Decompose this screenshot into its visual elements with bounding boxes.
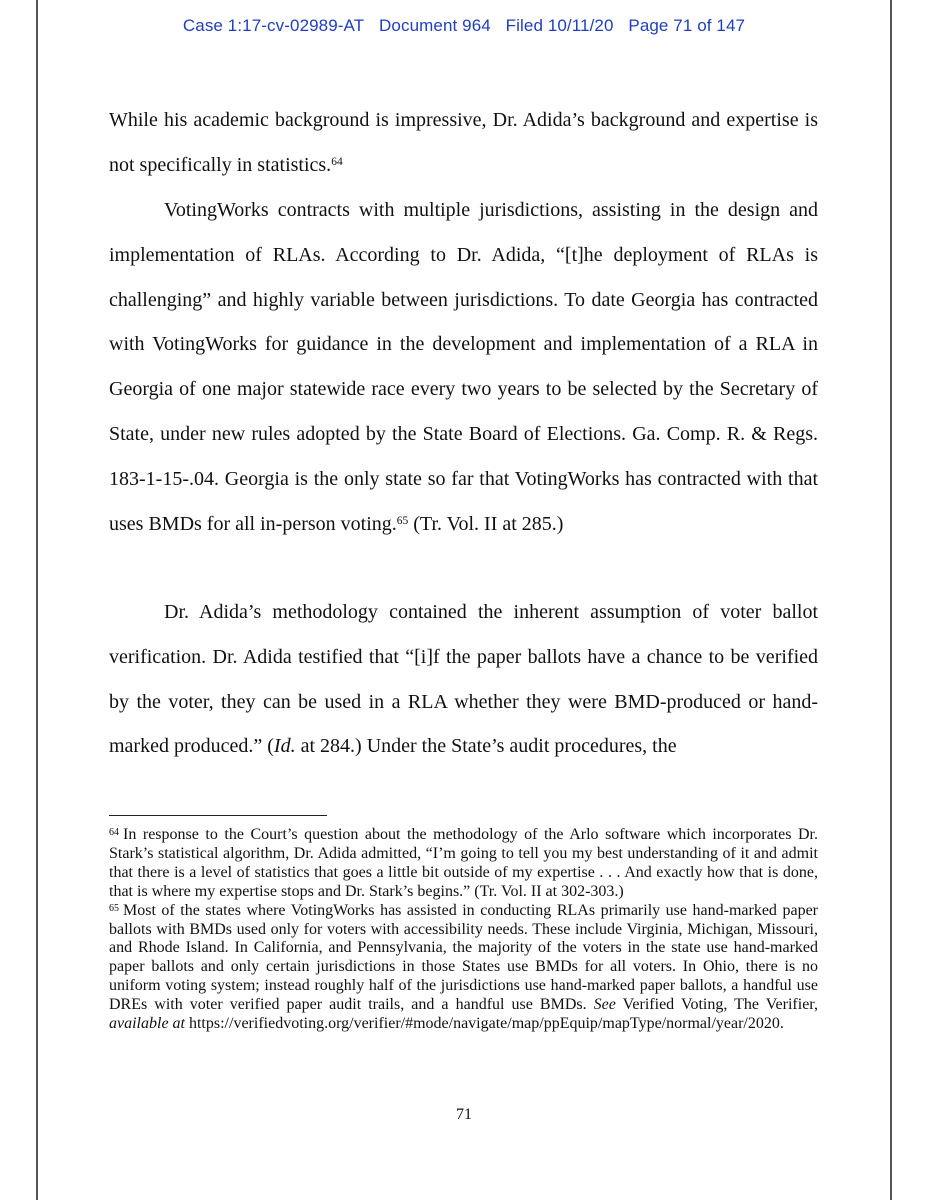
- page-number: 71: [456, 1106, 472, 1123]
- footnote-ref-65[interactable]: 65: [396, 514, 409, 527]
- page-of-total: Page 71 of 147: [628, 16, 746, 35]
- paragraph-1-text: While his academic background is impressive, Dr. Adida’s background and expertise is not specifically in statistics.: [109, 109, 818, 176]
- footnotes: [109, 826, 818, 1034]
- footnote-65: [109, 902, 818, 1034]
- footnote-65-text-a: Most of the states where VotingWorks has assisted in conducting RLAs primarily use hand-marked paper ballots with BMDs used only for voters with accessibility needs. These include Virginia, Michigan, Missouri, and Rhode Island. In California, and Pennsylvania, the majority of the voters in the state use hand-marked paper ballots and only certain jurisdictions in those States use BMDs for all voters. In Ohio, there is no uniform voting system; instead roughly half of the jurisdictions use hand-marked paper ballots, a handful use DREs with voter verified paper audit trails, and a handful use BMDs.: [109, 901, 818, 1014]
- page-right-edge: [890, 0, 892, 1200]
- footnote-65-text-b: Verified Voting, The Verifier,: [615, 996, 818, 1014]
- paragraph-2-citation: (Tr. Vol. II at 285.): [413, 512, 564, 535]
- footnote-ref-64[interactable]: 64: [331, 155, 343, 168]
- available-at: available at: [109, 1015, 185, 1033]
- paragraph-3-text-b: at 284.) Under the State’s audit procedures, the: [295, 735, 677, 758]
- paragraph-3: [109, 590, 818, 769]
- paragraph-3-text-a: Dr. Adida’s methodology contained the inherent assumption of voter ballot verification. Dr. Adida testified that “[i]f the paper ballots have a chance to be verified by the voter, they can be used in a RLA whether they were BMD-produced or hand-marked produced.” (: [109, 601, 818, 758]
- filed-date: Filed 10/11/20: [505, 16, 614, 35]
- see-signal: See: [593, 996, 616, 1014]
- document-number: Document 964: [379, 16, 491, 35]
- paragraph-2-text: VotingWorks contracts with multiple jurisdictions, assisting in the design and implementation of RLAs. According to Dr. Adida, “[t]he deployment of RLAs is challenging” and highly variable between jurisdictions. To date Georgia has contracted with VotingWorks for guidance in the development and implementation of a RLA in Georgia of one major statewide race every two years to be selected by the Secretary of State, under new rules adopted by the State Board of Elections. Ga. Comp. R. & Regs. 183-1-15-.04. Georgia is the only state so far that VotingWorks has contracted with that uses BMDs for all in-person voting.: [109, 199, 818, 535]
- footnote-65-number: 65: [109, 902, 119, 914]
- footnote-64-text: In response to the Court’s question about the methodology of the Arlo software which incorporates Dr. Stark’s statistical algorithm, Dr. Adida admitted, “I’m going to tell you my best understanding of it and admit that there is a level of statistics that goes a little bit outside of my expertise . . . And exactly how that is done, that is where my expertise stops and Dr. Stark’s begins.” (Tr. Vol. II at 302-303.): [109, 826, 818, 900]
- page-left-edge: [36, 0, 38, 1200]
- paragraph-1: [109, 98, 818, 188]
- court-filing-header: [38, 16, 890, 36]
- paragraph-2: [109, 188, 818, 546]
- case-number: Case 1:17-cv-02989-AT: [182, 16, 365, 35]
- footnote-separator: [109, 815, 327, 816]
- id-citation: Id.: [273, 735, 296, 758]
- footnote-64-number: 64: [109, 827, 119, 838]
- verifier-url[interactable]: https://verifiedvoting.org/verifier/#mode/navigate/map/ppEquip/mapType/normal/year/2020.: [188, 1015, 784, 1033]
- footnote-64: [109, 826, 818, 902]
